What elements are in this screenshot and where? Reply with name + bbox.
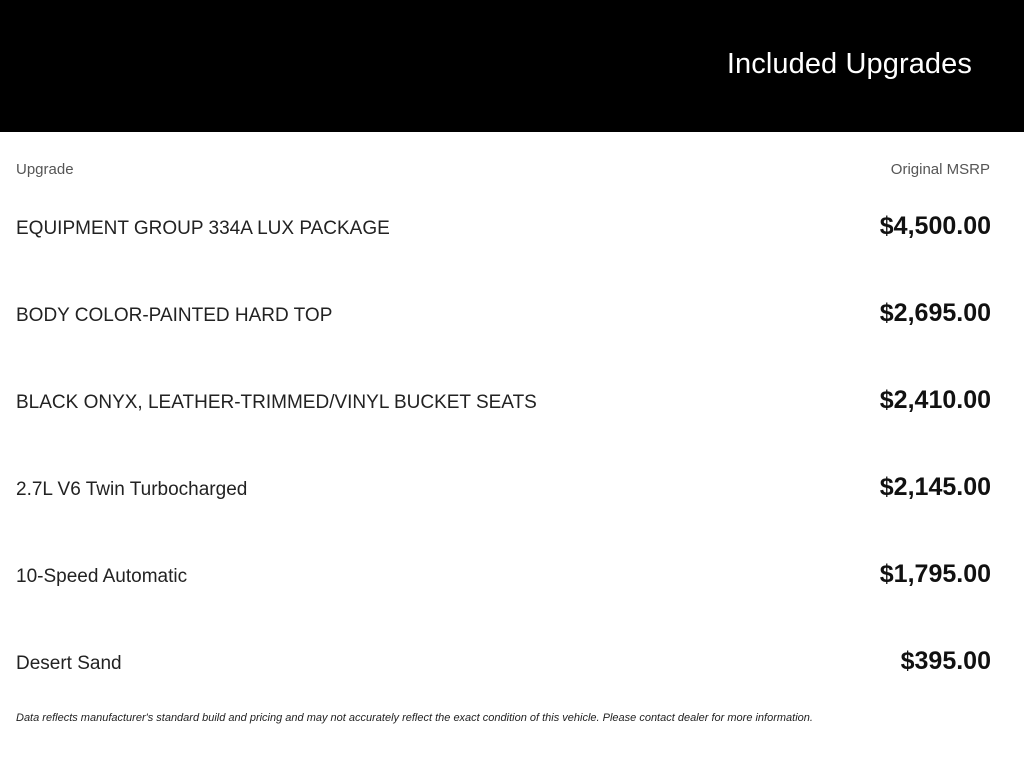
header-bar	[0, 0, 1024, 132]
column-header-msrp: Original MSRP	[890, 161, 990, 178]
upgrade-name: 2.7L V6 Twin Turbocharged	[16, 479, 248, 500]
upgrade-price: $2,410.00	[879, 386, 991, 414]
upgrade-row	[0, 206, 1024, 293]
upgrade-name: EQUIPMENT GROUP 334A LUX PACKAGE	[16, 218, 390, 239]
upgrade-price: $4,500.00	[879, 212, 991, 240]
upgrade-name: Desert Sand	[16, 653, 122, 674]
upgrade-name: 10-Speed Automatic	[16, 566, 188, 587]
upgrade-row	[0, 467, 1024, 554]
upgrade-price: $395.00	[900, 647, 991, 675]
upgrade-row	[0, 554, 1024, 641]
upgrade-price: $2,695.00	[879, 299, 991, 327]
upgrade-price: $2,145.00	[879, 473, 991, 501]
upgrade-row	[0, 380, 1024, 467]
upgrade-price: $1,795.00	[879, 560, 991, 588]
upgrades-list	[0, 206, 1024, 728]
upgrade-row	[0, 293, 1024, 380]
header-title: Included Upgrades	[726, 48, 972, 80]
upgrade-name: BODY COLOR-PAINTED HARD TOP	[16, 305, 333, 326]
upgrade-name: BLACK ONYX, LEATHER-TRIMMED/VINYL BUCKET SEATS	[16, 392, 537, 413]
column-header-upgrade: Upgrade	[16, 161, 74, 178]
disclaimer-text: Data reflects manufacturer's standard build and pricing and may not accurately reflect the exact condition of this vehicle. Please contact dealer for more information.	[16, 712, 813, 724]
